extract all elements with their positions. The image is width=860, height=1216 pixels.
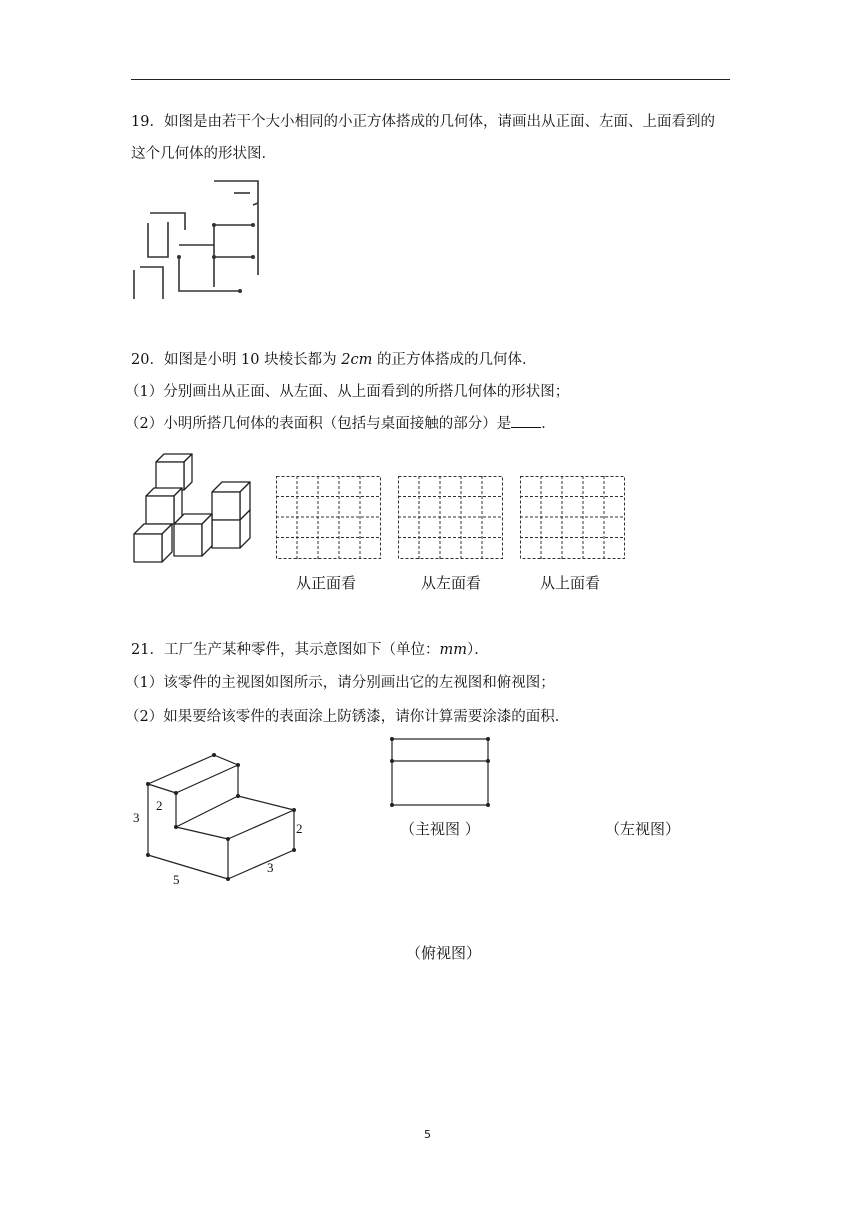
grid-front <box>276 476 382 560</box>
grid-label-left: 从左面看 <box>421 574 482 592</box>
grid-label-front: 从正面看 <box>296 574 357 592</box>
page-number: 5 <box>424 1128 431 1141</box>
label-top-view: （俯视图） <box>406 944 482 962</box>
grid-label-top: 从上面看 <box>540 574 601 592</box>
dim-2-step: 2 <box>156 798 163 813</box>
dim-5-length: 5 <box>173 872 180 887</box>
grid-left <box>398 476 504 560</box>
header-rule <box>131 79 730 80</box>
q21-part2: （2）如果要给该零件的表面涂上防锈漆，请你计算需要涂漆的面积． <box>125 709 570 725</box>
label-left-view: （左视图） <box>605 820 681 838</box>
front-view <box>390 737 490 807</box>
q19-line2: 这个几何体的形状图． <box>131 146 276 162</box>
dim-2-right: 2 <box>296 821 303 836</box>
q21-part-figure <box>130 750 310 890</box>
q19-line1: 19．如图是由若干个大小相同的小正方体搭成的几何体，请画出从正面、左面、上面看到的 <box>131 114 715 130</box>
q20-part2: （2）小明所搭几何体的表面积（包括与桌面接触的部分）是 ． <box>125 416 556 432</box>
q20-line1: 20．如图是小明 10 块棱长都为 2cm 的正方体搭成的几何体． <box>131 352 537 368</box>
label-front-view: （主视图 ） <box>400 820 480 838</box>
answer-blank[interactable] <box>511 415 541 428</box>
q21-line1: 21．工厂生产某种零件，其示意图如下（单位：mm）． <box>131 642 489 658</box>
q19-figure <box>130 175 265 305</box>
dim-3-depth: 3 <box>267 860 274 875</box>
q20-part1: （1）分别画出从正面、从左面、从上面看到的所搭几何体的形状图； <box>125 384 570 400</box>
dim-3-height: 3 <box>133 810 140 825</box>
grid-top <box>520 476 626 560</box>
q20-cube-stack <box>132 452 252 564</box>
q21-part1: （1）该零件的主视图如图所示，请分别画出它的左视图和俯视图； <box>125 675 555 691</box>
